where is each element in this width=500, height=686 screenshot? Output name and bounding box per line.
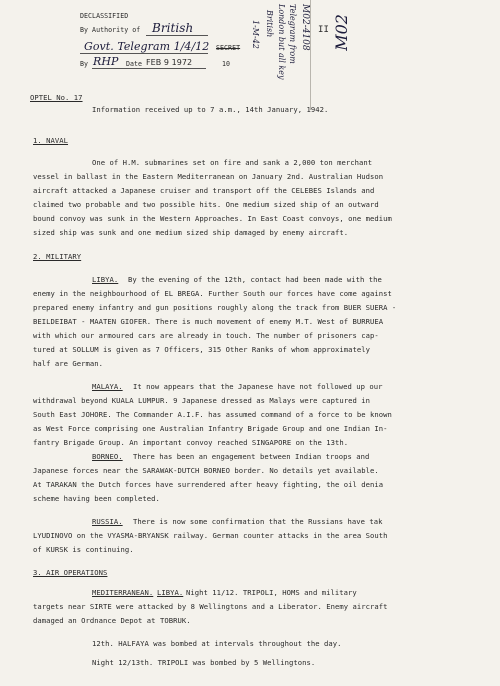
- authority-handwriting-2: Govt. Telegram 1/4/12: [84, 40, 210, 53]
- air-line: damaged an Ordnance Depot at TOBRUK.: [33, 616, 191, 625]
- section-naval-heading: 1. NAVAL: [33, 136, 69, 145]
- borneo-label: BORNEO.: [92, 452, 123, 461]
- authority-underline-2: [80, 53, 208, 54]
- borneo-line: Japanese forces near the SARAWAK-DUTCH BORNEO border. No details yet available.: [33, 466, 379, 475]
- libya-line: enemy in the neighbourhood of EL BREGA. Further South our forces have come against: [33, 289, 392, 298]
- date-label: Date: [126, 60, 143, 68]
- margin-ref: M02-4108: [300, 4, 310, 51]
- libya-line: By the evening of the 12th, contact had been made with the: [128, 275, 382, 284]
- borneo-line: scheme having been completed.: [33, 494, 160, 503]
- russia-line: There is now some confirmation that the Russians have tak: [133, 517, 383, 526]
- margin-big-mark: M02: [332, 14, 351, 51]
- libya-line: with which our armoured cars are already in touch. The number of prisoners cap-: [33, 331, 379, 340]
- margin-rule: [310, 0, 311, 110]
- borneo-line: At TARAKAN the Dutch forces have surrendered after heavy fighting, the oil denia: [33, 480, 384, 489]
- air-line: Night 11/12. TRIPOLI, HOMS and military: [186, 588, 357, 597]
- naval-line: One of H.M. submarines set on fire and sank a 2,000 ton merchant: [92, 158, 373, 167]
- malaya-line: as West Force comprising one Australian Infantry Brigade Group and one Indian In-: [33, 424, 388, 433]
- info-line: Information received up to 7 a.m., 14th January, 1942.: [92, 105, 329, 114]
- declassified-label: DECLASSIFIED: [80, 12, 129, 20]
- margin-note-4: 1-M-42: [251, 20, 260, 49]
- malaya-label: MALAYA.: [92, 382, 123, 391]
- margin-note-2: London but all key: [277, 4, 286, 80]
- margin-note-3: British: [265, 10, 274, 38]
- naval-line: aircraft attacked a Japanese cruiser and transport off the CELEBES Islands and: [33, 186, 375, 195]
- malaya-line: It now appears that the Japanese have not followed up our: [133, 382, 383, 391]
- russia-line: of KURSK is continuing.: [33, 545, 134, 554]
- by-label: By: [80, 60, 89, 68]
- by-initials: RHP: [93, 55, 119, 68]
- naval-line: claimed two probable and two possible hits. One medium sized ship of an outward: [33, 200, 379, 209]
- air-line: Night 12/13th. TRIPOLI was bombed by 5 Wellingtons.: [92, 658, 316, 667]
- malaya-line: fantry Brigade Group. An important convoy reached SINGAPORE on the 13th.: [33, 438, 349, 447]
- struck-classification: SECRET: [216, 44, 241, 52]
- authority-underline: [146, 35, 208, 36]
- russia-line: LYUDINOVO on the VYASMA-BRYANSK railway. German counter attacks in the area South: [33, 531, 388, 540]
- air-line: 12th. HALFAYA was bombed at intervals throughout the day.: [92, 639, 342, 648]
- naval-line: bound convoy was sunk in the Western Approaches. In East Coast convoys, one medium: [33, 214, 392, 223]
- malaya-line: South East JOHORE. The Commander A.I.F. has assumed command of a force to be known: [33, 410, 392, 419]
- libya-line: half are German.: [33, 359, 104, 368]
- stamp-mark: 10: [222, 60, 231, 68]
- authority-label: By Authority of: [80, 26, 141, 34]
- air-line: targets near SIRTE were attacked by 8 Wellingtons and a Liberator. Enemy aircraft: [33, 602, 388, 611]
- malaya-line: withdrawal beyond KUALA LUMPUR. 9 Japanese dressed as Malays were captured in: [33, 396, 371, 405]
- libya-line: prepared enemy infantry and gun positions roughly along the track from BUER SUERA -: [33, 303, 397, 312]
- date-underline: [92, 68, 206, 69]
- margin-ii: II: [318, 25, 329, 35]
- libya-line: tured at SOLLUM is given as 7 Officers, 315 Other Ranks of whom approximately: [33, 345, 371, 354]
- section-military-heading: 2. MILITARY: [33, 252, 82, 261]
- naval-line: vessel in ballast in the Eastern Mediterranean on January 2nd. Australian Hudson: [33, 172, 384, 181]
- date-value: FEB 9 1972: [146, 58, 193, 67]
- margin-note-1: Telegram from: [288, 4, 297, 64]
- optel-number: OPTEL No. 17: [30, 93, 83, 102]
- libya-line: BEILDEIBAT - MAATEN GIOFER. There is much movement of enemy M.T. West of BURRUEA: [33, 317, 384, 326]
- naval-line: sized ship was sunk and one medium sized ship damaged by enemy aircraft.: [33, 228, 349, 237]
- borneo-line: There has been an engagement between Indian troops and: [133, 452, 370, 461]
- air-libya-label: LIBYA.: [157, 588, 184, 597]
- section-air-heading: 3. AIR OPERATIONS: [33, 568, 108, 577]
- mediterranean-label: MEDITERRANEAN.: [92, 588, 154, 597]
- libya-label: LIBYA.: [92, 275, 119, 284]
- authority-handwriting: British: [152, 21, 194, 35]
- russia-label: RUSSIA.: [92, 517, 123, 526]
